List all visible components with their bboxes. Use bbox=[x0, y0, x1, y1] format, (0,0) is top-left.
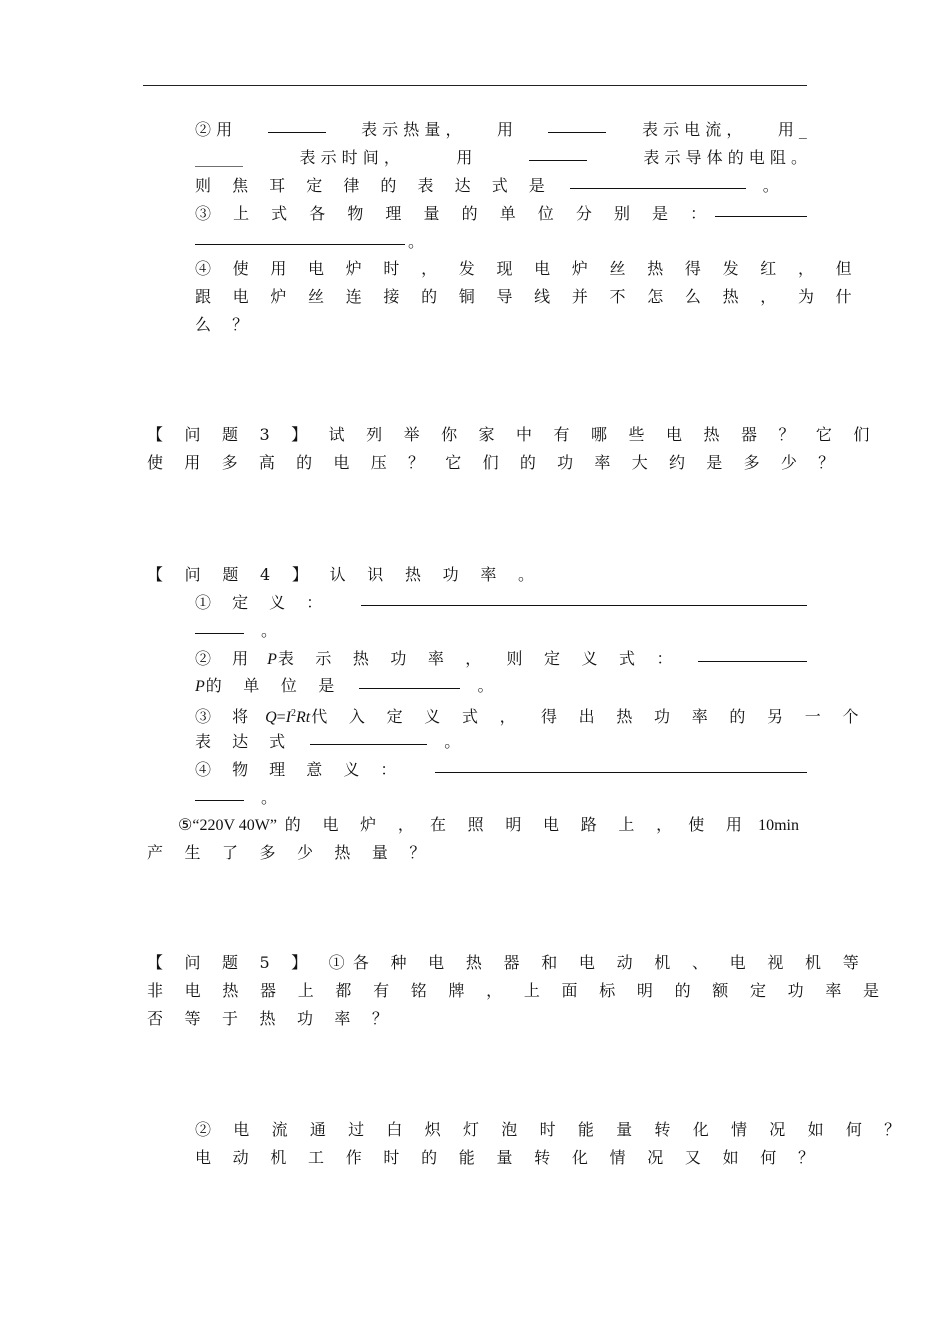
blank-physical-meaning[interactable] bbox=[435, 754, 807, 773]
text: 表 示 时 间 ， bbox=[299, 148, 400, 167]
q4-item1-line2 bbox=[195, 617, 807, 645]
text: ⑤“220V 40W” bbox=[178, 817, 277, 834]
text: 则 定 义 式 ： bbox=[506, 649, 681, 668]
blank-another-expression[interactable] bbox=[310, 726, 427, 745]
text: 跟 电 炉 丝 连 接 的 铜 导 线 并 不 怎 么 热 ， 为 什 bbox=[195, 287, 860, 306]
blank-resistance-symbol[interactable] bbox=[529, 142, 587, 161]
text: 使 用 多 高 的 电 压 ？ 它 们 的 功 率 大 约 是 多 少 ？ bbox=[147, 453, 843, 472]
q4-item2-line1 bbox=[195, 645, 807, 673]
text: 得 出 热 功 率 的 另 一 个 bbox=[540, 707, 867, 727]
q4-item2-line2 bbox=[195, 672, 807, 700]
q2-item2-line1 bbox=[195, 116, 807, 144]
q3-line1 bbox=[147, 421, 878, 449]
text: 用 bbox=[496, 120, 513, 139]
symbol-i: I bbox=[285, 709, 292, 727]
blank-time-symbol[interactable]: ______ bbox=[195, 148, 243, 167]
symbol-equals: = bbox=[276, 709, 286, 727]
text: 使 用 bbox=[688, 815, 751, 834]
text: 否 等 于 热 功 率 ？ bbox=[147, 1009, 397, 1028]
text: ④ 物 理 意 义 ： bbox=[195, 760, 405, 779]
q2-item4-line3 bbox=[195, 311, 791, 339]
header-rule bbox=[143, 85, 807, 86]
text: 产 生 了 多 少 热 量 ？ bbox=[147, 843, 434, 862]
text: 各 种 电 热 器 和 电 动 机 、 电 视 机 等 bbox=[352, 953, 868, 972]
q2-item3-line1 bbox=[195, 200, 807, 228]
text: 的 单 位 是 bbox=[205, 676, 343, 695]
text: 【 问 题 3 】 试 列 举 你 家 中 有 哪 些 电 热 器 ？ 它 们 bbox=[147, 425, 878, 444]
text: 表 示 电 流 ， bbox=[641, 120, 743, 139]
text: 则 焦 耳 定 律 的 表 达 式 是 bbox=[195, 176, 553, 195]
q4-item4-line1 bbox=[195, 756, 807, 784]
symbol-q: Q bbox=[265, 709, 277, 727]
text: ④ 使 用 电 炉 时 ， 发 现 电 炉 丝 热 得 发 红 ， 但 bbox=[195, 259, 860, 278]
q4-title bbox=[147, 561, 807, 589]
q4-item3-line2 bbox=[195, 728, 807, 756]
blank-heat-symbol[interactable] bbox=[268, 114, 326, 133]
q2-item2-line2 bbox=[195, 144, 807, 172]
text: 用 bbox=[456, 148, 473, 167]
text: 。 bbox=[408, 232, 425, 251]
blank-units[interactable] bbox=[715, 198, 807, 217]
text: 。 bbox=[762, 176, 779, 195]
blank-power-unit[interactable] bbox=[359, 670, 460, 689]
symbol-p: P bbox=[267, 651, 277, 668]
q2-item2-line3 bbox=[195, 172, 807, 200]
q4-item1-line1 bbox=[195, 589, 807, 617]
q5-line2 bbox=[147, 977, 888, 1005]
symbol-p: P bbox=[195, 678, 205, 695]
text: 10min bbox=[758, 817, 799, 834]
text: 表 示 导 体 的 电 阻 。 bbox=[643, 148, 807, 167]
blank-current-symbol[interactable] bbox=[548, 114, 606, 133]
text: 表 示 热 量 ， bbox=[361, 120, 462, 139]
q2-item4-line1 bbox=[195, 255, 860, 283]
text: 么 ？ bbox=[195, 315, 257, 334]
symbol-rt: Rt bbox=[296, 709, 311, 727]
q5-line3 bbox=[147, 1005, 791, 1033]
q4-item5-line2 bbox=[147, 839, 807, 867]
text: ② 用 bbox=[195, 649, 257, 668]
q4-item3-line1 bbox=[195, 700, 867, 728]
text: 的 电 炉 ， bbox=[284, 815, 423, 834]
q5-line1 bbox=[147, 949, 868, 977]
q4-item4-line2 bbox=[195, 784, 807, 812]
text: 用 _ bbox=[777, 120, 807, 139]
text: ② 用 bbox=[195, 120, 233, 139]
text: 电 动 机 工 作 时 的 能 量 转 化 情 况 又 如 何 ？ bbox=[195, 1148, 823, 1167]
text: 。 bbox=[261, 788, 278, 807]
symbol-square: 2 bbox=[291, 708, 297, 719]
text: 。 bbox=[261, 621, 278, 640]
text: 代 入 定 义 式 ， bbox=[311, 707, 524, 727]
text: ③ 将 bbox=[195, 707, 257, 727]
blank-joule-law-expression[interactable] bbox=[570, 170, 746, 189]
blank-definition-continued[interactable] bbox=[195, 615, 244, 634]
text: 表 达 式 bbox=[195, 732, 294, 751]
blank-physical-meaning-continued[interactable] bbox=[195, 782, 244, 801]
text: 。 bbox=[444, 732, 461, 751]
blank-definition[interactable] bbox=[361, 587, 807, 606]
q4-item5-line1 bbox=[178, 811, 799, 839]
blank-units-continued[interactable] bbox=[195, 226, 405, 245]
text: ② 电 流 通 过 白 炽 灯 泡 时 能 量 转 化 情 况 如 何 ？ bbox=[195, 1120, 909, 1139]
q3-line2 bbox=[147, 449, 843, 477]
text: 在 照 明 电 路 上 ， bbox=[429, 815, 681, 834]
text: 【 问 题 4 】 认 识 热 功 率 。 bbox=[147, 565, 543, 584]
text: ① 定 义 ： bbox=[195, 593, 331, 612]
q2-item3-line2 bbox=[195, 228, 807, 256]
text: 。 bbox=[477, 676, 494, 695]
q2-item4-line2 bbox=[195, 283, 860, 311]
text: ③ 上 式 各 物 理 量 的 单 位 分 别 是 ： bbox=[195, 204, 715, 223]
text: 非 电 热 器 上 都 有 铭 牌 ， 上 面 标 明 的 额 定 功 率 是 bbox=[147, 981, 888, 1000]
q5-line4 bbox=[195, 1116, 909, 1144]
blank-definition-formula[interactable] bbox=[698, 643, 807, 662]
text: 【 问 题 5 】 ① bbox=[147, 953, 353, 972]
q5-line5 bbox=[195, 1144, 823, 1172]
text: 表 示 热 功 率 ， bbox=[277, 649, 490, 668]
